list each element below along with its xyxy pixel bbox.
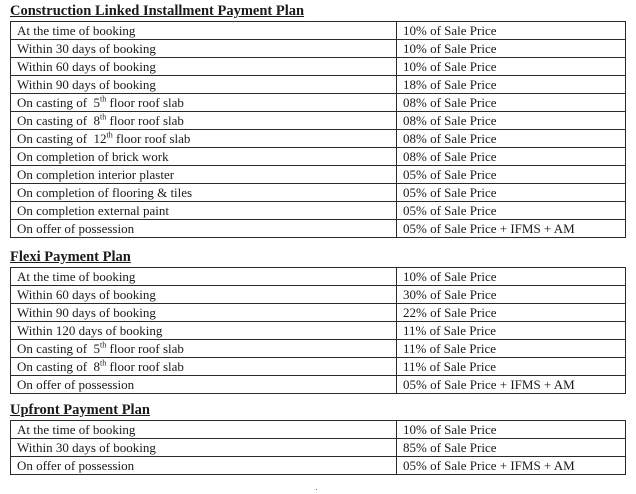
stage-text: On casting of 12: [17, 131, 107, 146]
stage-cell: At the time of booking: [11, 268, 397, 286]
stage-cell: Within 120 days of booking: [11, 322, 397, 340]
amount-cell: 10% of Sale Price: [397, 268, 626, 286]
table-row: [11, 457, 626, 475]
stage-cell: Within 30 days of booking: [11, 439, 397, 457]
upfront-plan-table: [10, 420, 626, 475]
stage-text: floor roof slab: [106, 359, 184, 374]
amount-cell: 30% of Sale Price: [397, 286, 626, 304]
table-row: [11, 166, 626, 184]
plan-title: Construction Linked Installment Payment Plan: [10, 3, 305, 19]
amount-cell: 05% of Sale Price + IFMS + AM: [397, 220, 626, 238]
amount-cell: 08% of Sale Price: [397, 130, 626, 148]
table-row: [11, 304, 626, 322]
stage-text: On casting of 8: [17, 113, 101, 128]
flexi-plan-table: [10, 267, 626, 394]
stage-text: floor roof slab: [106, 95, 184, 110]
table-row: [11, 358, 626, 376]
stage-cell: Within 30 days of booking: [11, 40, 397, 58]
stage-text: floor roof slab: [112, 131, 191, 146]
table-row: [11, 286, 626, 304]
table-row: [11, 22, 626, 40]
stage-text: On casting of 5: [17, 341, 101, 356]
stage-cell: [11, 130, 397, 148]
amount-cell: 18% of Sale Price: [397, 76, 626, 94]
table-row: [11, 58, 626, 76]
amount-cell: 05% of Sale Price: [397, 166, 626, 184]
table-row: [11, 340, 626, 358]
stage-cell: [11, 94, 397, 112]
amount-cell: 10% of Sale Price: [397, 22, 626, 40]
amount-cell: 08% of Sale Price: [397, 112, 626, 130]
stage-cell: On offer of possession: [11, 220, 397, 238]
stage-cell: [11, 358, 397, 376]
plan-title: Flexi Payment Plan: [10, 249, 131, 265]
table-row: [11, 202, 626, 220]
stage-text: floor roof slab: [106, 341, 184, 356]
table-row: [11, 112, 626, 130]
amount-cell: 08% of Sale Price: [397, 148, 626, 166]
table-row: [11, 94, 626, 112]
stage-cell: [11, 112, 397, 130]
stage-cell: Within 90 days of booking: [11, 76, 397, 94]
table-row: [11, 220, 626, 238]
table-row: [11, 76, 626, 94]
amount-cell: 11% of Sale Price: [397, 358, 626, 376]
table-row: [11, 40, 626, 58]
stage-cell: [11, 340, 397, 358]
ordinal-suffix: th: [100, 340, 107, 350]
table-row: [11, 268, 626, 286]
stage-cell: On completion of brick work: [11, 148, 397, 166]
stage-text: floor roof slab: [106, 113, 184, 128]
amount-cell: 05% of Sale Price: [397, 202, 626, 220]
stage-cell: Within 90 days of booking: [11, 304, 397, 322]
amount-cell: 05% of Sale Price + IFMS + AM: [397, 457, 626, 475]
amount-cell: 22% of Sale Price: [397, 304, 626, 322]
table-row: [11, 421, 626, 439]
stage-text: On casting of 5: [17, 95, 101, 110]
stage-cell: On completion interior plaster: [11, 166, 397, 184]
amount-cell: 05% of Sale Price + IFMS + AM: [397, 376, 626, 394]
table-row: [11, 376, 626, 394]
stage-cell: On completion external paint: [11, 202, 397, 220]
plan-title: Upfront Payment Plan: [10, 402, 150, 418]
table-row: [11, 322, 626, 340]
stage-cell: At the time of booking: [11, 22, 397, 40]
stage-cell: On offer of possession: [11, 376, 397, 394]
amount-cell: 85% of Sale Price: [397, 439, 626, 457]
stage-cell: Within 60 days of booking: [11, 58, 397, 76]
stage-cell: On offer of possession: [11, 457, 397, 475]
table-row: [11, 184, 626, 202]
amount-cell: 05% of Sale Price: [397, 184, 626, 202]
page-mark: [316, 489, 317, 490]
stage-cell: On completion of flooring & tiles: [11, 184, 397, 202]
ordinal-suffix: th: [100, 112, 107, 122]
ordinal-suffix: th: [100, 358, 107, 368]
amount-cell: 10% of Sale Price: [397, 421, 626, 439]
amount-cell: 11% of Sale Price: [397, 340, 626, 358]
amount-cell: 10% of Sale Price: [397, 58, 626, 76]
stage-cell: Within 60 days of booking: [11, 286, 397, 304]
ordinal-suffix: th: [100, 94, 107, 104]
table-row: [11, 130, 626, 148]
amount-cell: 08% of Sale Price: [397, 94, 626, 112]
amount-cell: 11% of Sale Price: [397, 322, 626, 340]
table-row: [11, 439, 626, 457]
stage-cell: At the time of booking: [11, 421, 397, 439]
table-row: [11, 148, 626, 166]
construction-linked-plan-table: [10, 21, 626, 238]
amount-cell: 10% of Sale Price: [397, 40, 626, 58]
stage-text: On casting of 8: [17, 359, 101, 374]
ordinal-suffix: th: [106, 130, 113, 140]
